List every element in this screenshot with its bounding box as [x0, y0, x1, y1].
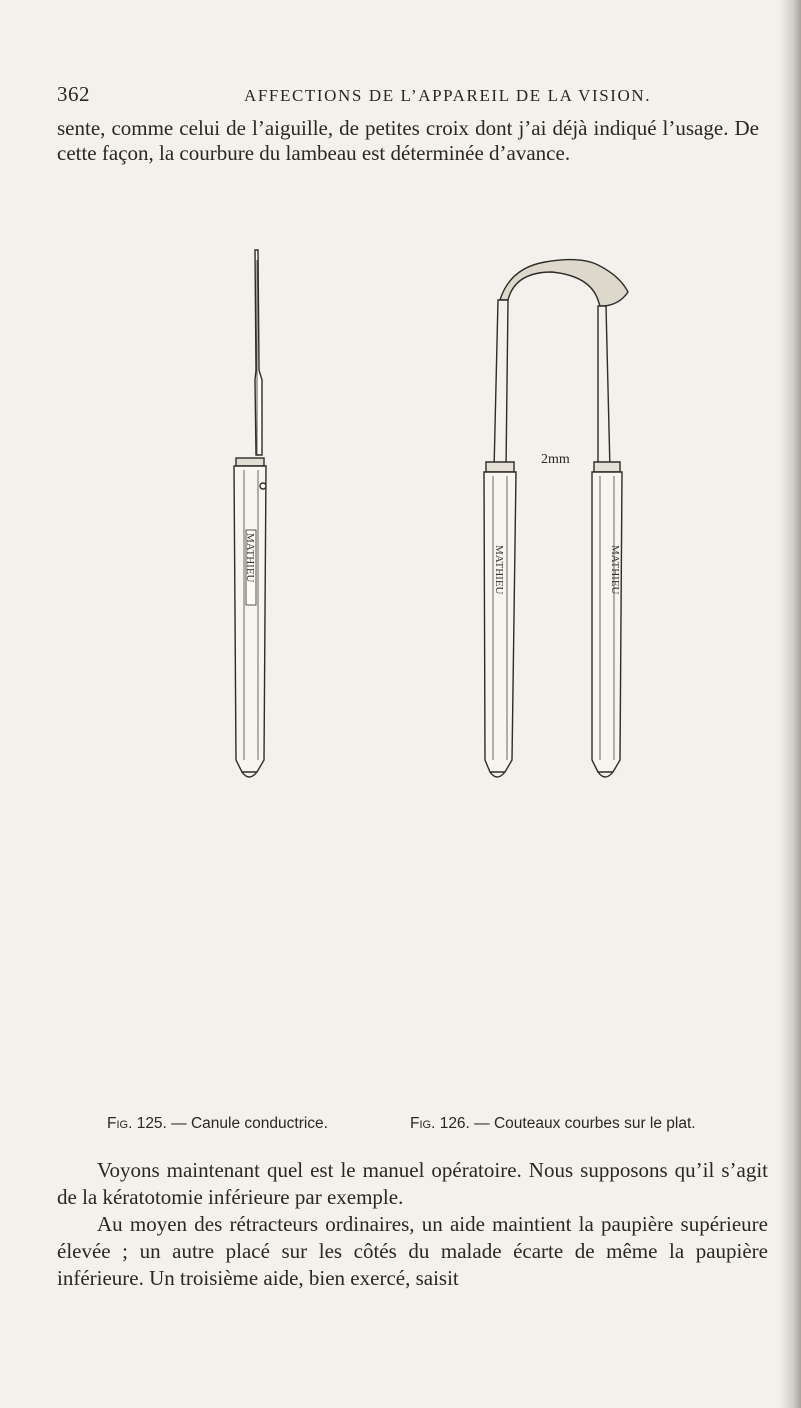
paragraph-2 [57, 1211, 768, 1292]
body-text-bottom [57, 1157, 768, 1292]
knife-stamp-right: MATHIEU [609, 545, 621, 595]
figure-126-label: Fig. 126. [410, 1115, 470, 1132]
knife-stamp-left: MATHIEU [493, 545, 505, 595]
width-label: 2mm [541, 452, 570, 467]
paragraph-top: sente, comme celui de l’aiguille, de petites croix dont j’ai déjà indiqué l’usage. De cette façon, la courbure du lambeau est déterminée d’avance. [57, 116, 759, 165]
paragraph-1 [57, 1157, 768, 1211]
figure-126-text: — Couteaux courbes sur le plat. [469, 1115, 696, 1132]
figure-125-text: — Canule conductrice. [166, 1115, 328, 1132]
running-title: AFFECTIONS DE L’APPAREIL DE LA VISION. [244, 86, 652, 105]
cannula-instrument [234, 250, 266, 777]
cannula-stamp: MATHIEU [244, 533, 256, 583]
page-number: 362 [57, 82, 90, 106]
paragraph-1-text: Voyons maintenant quel est le manuel opératoire. Nous supposons qu’il s’agit de la kératotomie inférieure par exemple. [57, 1158, 768, 1209]
figure-125-label: Fig. 125. [107, 1115, 167, 1132]
figure-126-caption [410, 1115, 696, 1133]
curved-knives-instrument [484, 260, 628, 777]
paragraph-2-text: Au moyen des rétracteurs ordinaires, un aide maintient la paupière supérieure élevée ; un autre placé sur les côtés du malade écarte de même la paupière inférieure. Un troisième aide, bien exercé, saisit [57, 1212, 768, 1290]
figure-125-caption [107, 1115, 328, 1133]
